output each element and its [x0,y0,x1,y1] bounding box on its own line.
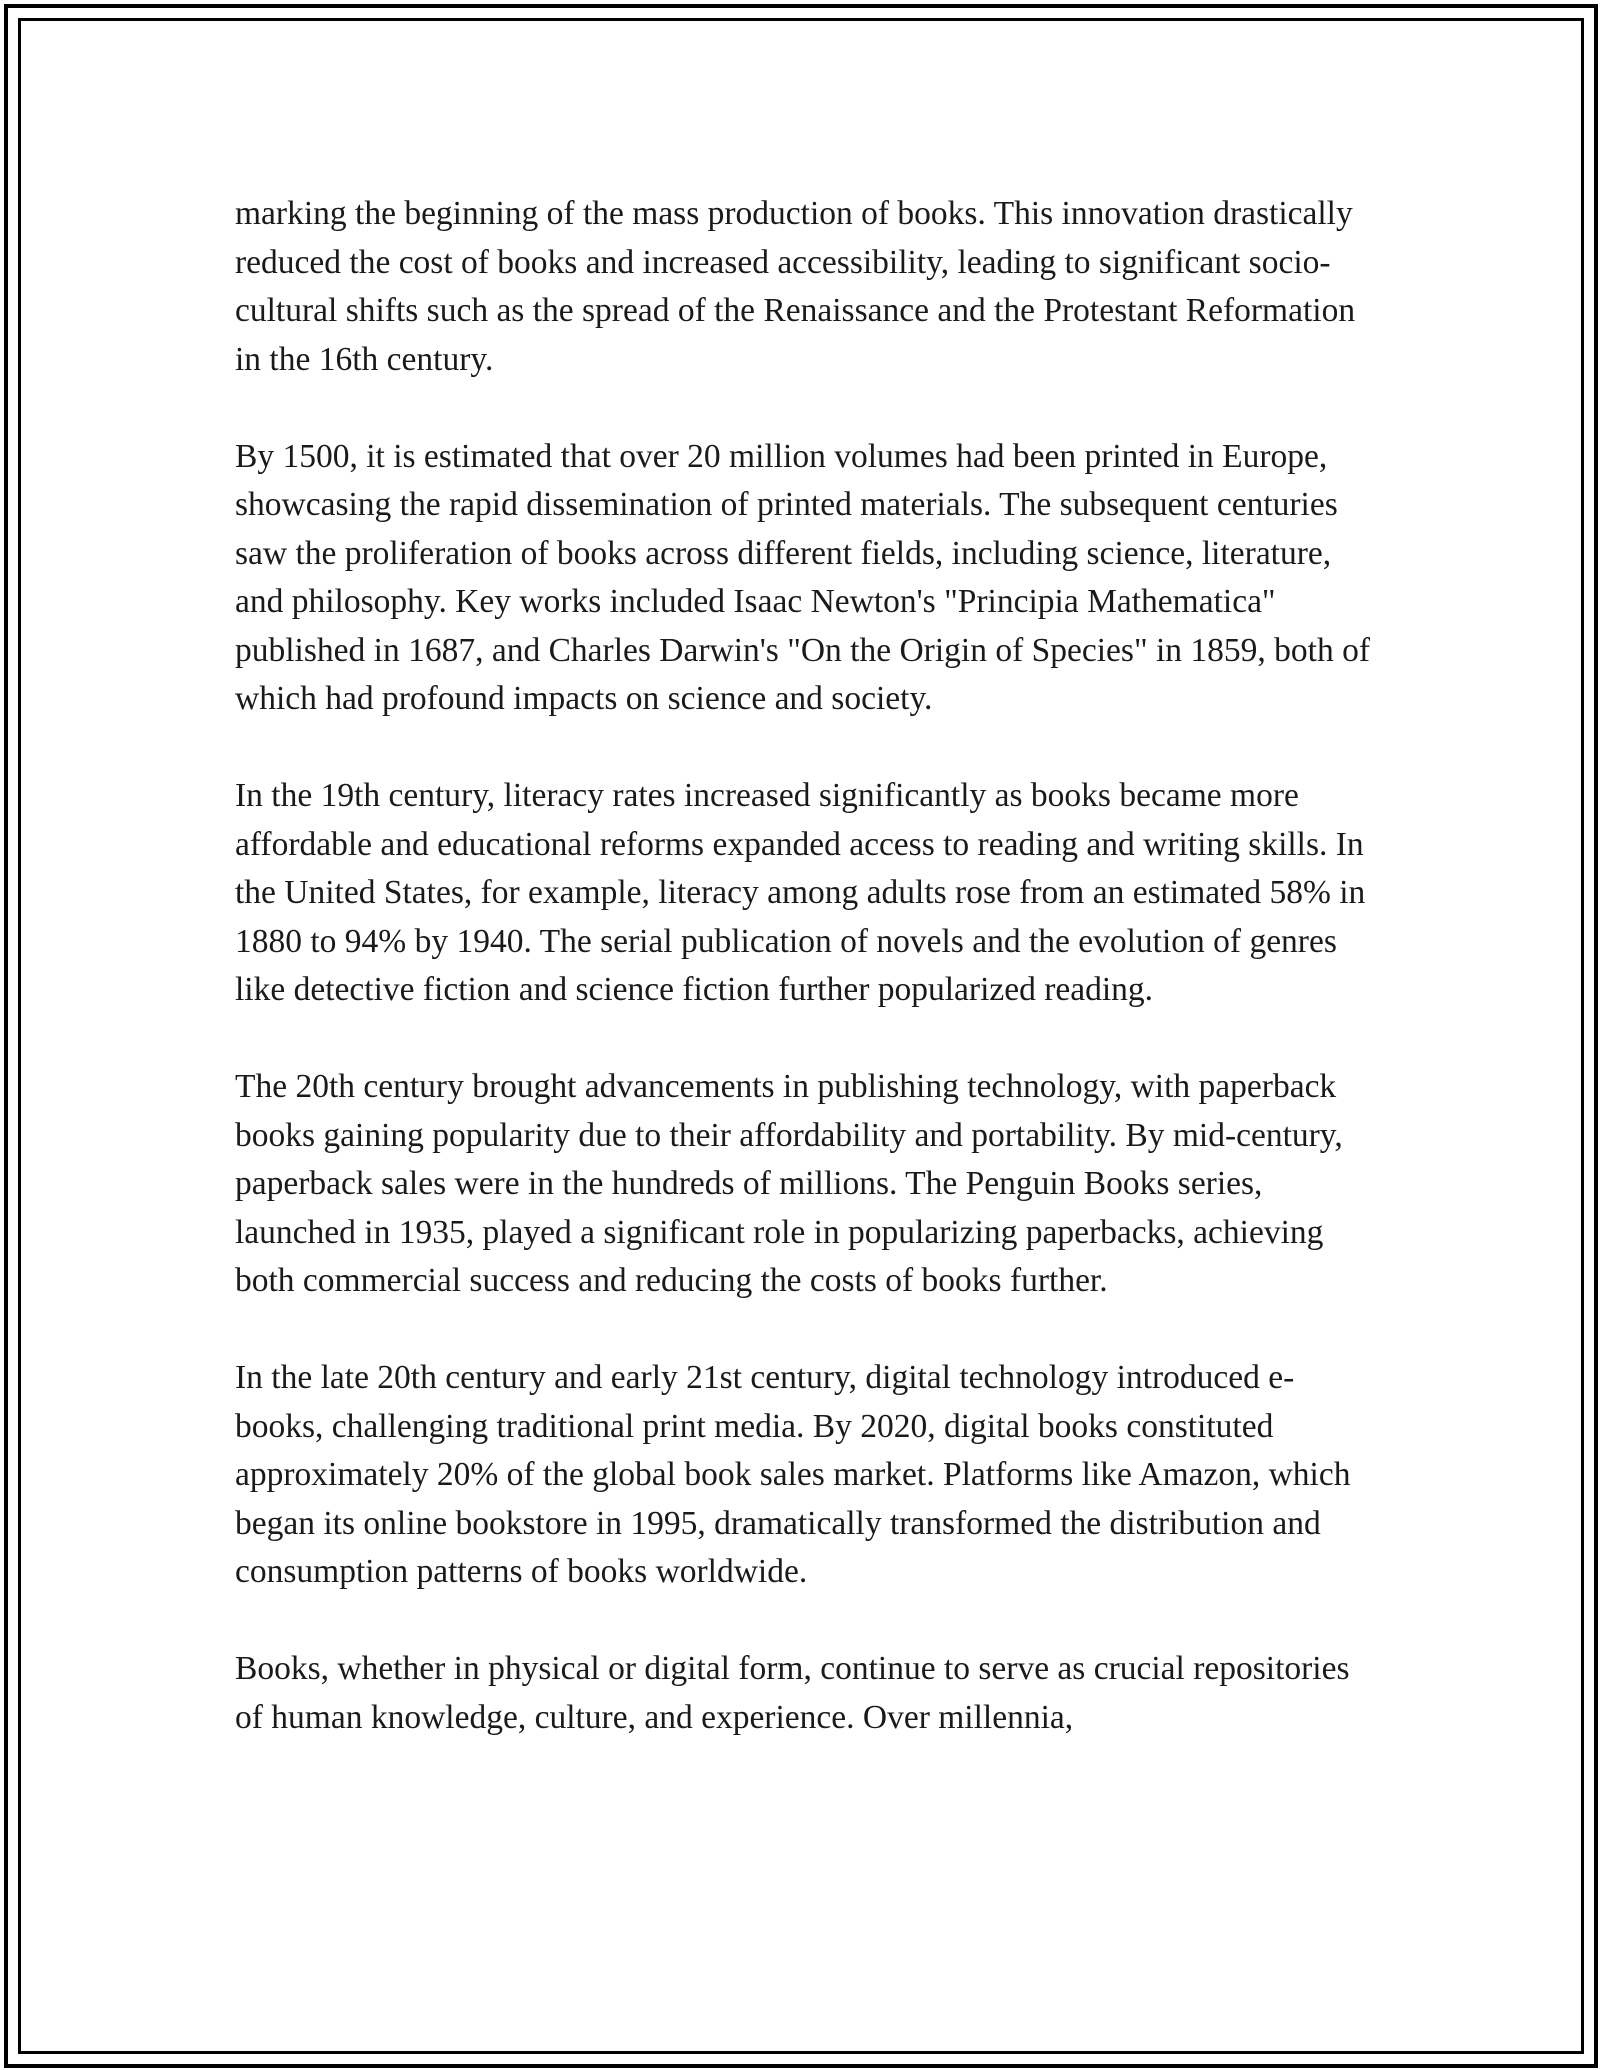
paragraph-20th-century-paperbacks: The 20th century brought advancements in publishing technology, with paperback books gaining popularity due to their affordability and portability. By mid-century, paperback sales were in the hundreds of millions. The Penguin Books series, launched in 1935, played a significant role in popularizing paperbacks, achieving both commercial success and reducing the costs of books further. [235,1068,1343,1299]
paragraph-digital-ebooks: In the late 20th century and early 21st century, digital technology introduced e-books, challenging traditional print media. By 2020, digital books constituted approximately 20% of the global book sales market. Platforms like Amazon, which began its online bookstore in 1995, dramatically transformed the distribution and consumption patterns of books worldwide. [235,1359,1351,1590]
paragraph-19th-century-literacy: In the 19th century, literacy rates increased significantly as books became more affordable and educational reforms expanded access to reading and writing skills. In the United States, for example, literacy among adults rose from an estimated 58% in 1880 to 94% by 1940. The serial publication of novels and the evolution of genres like detective fiction and science fiction further popularized reading. [235,777,1366,1008]
paragraph-printing-impact: marking the beginning of the mass production of books. This innovation drastically reduced the cost of books and increased accessibility, leading to significant socio-cultural shifts such as the spread of the Renaissance and the Protestant Reformation in the 16th century. [235,195,1356,378]
document-body [235,190,1375,1742]
paragraph-books-conclusion: Books, whether in physical or digital form, continue to serve as crucial repositories of human knowledge, culture, and experience. Over millennia, [235,1650,1350,1736]
paragraph-volumes-printed: By 1500, it is estimated that over 20 million volumes had been printed in Europe, showcasing the rapid dissemination of printed materials. The subsequent centuries saw the proliferation of books across different fields, including science, literature, and philosophy. Key works included Isaac Newton's "Principia Mathematica" published in 1687, and Charles Darwin's "On the Origin of Species" in 1859, both of which had profound impacts on science and society. [235,437,1371,717]
